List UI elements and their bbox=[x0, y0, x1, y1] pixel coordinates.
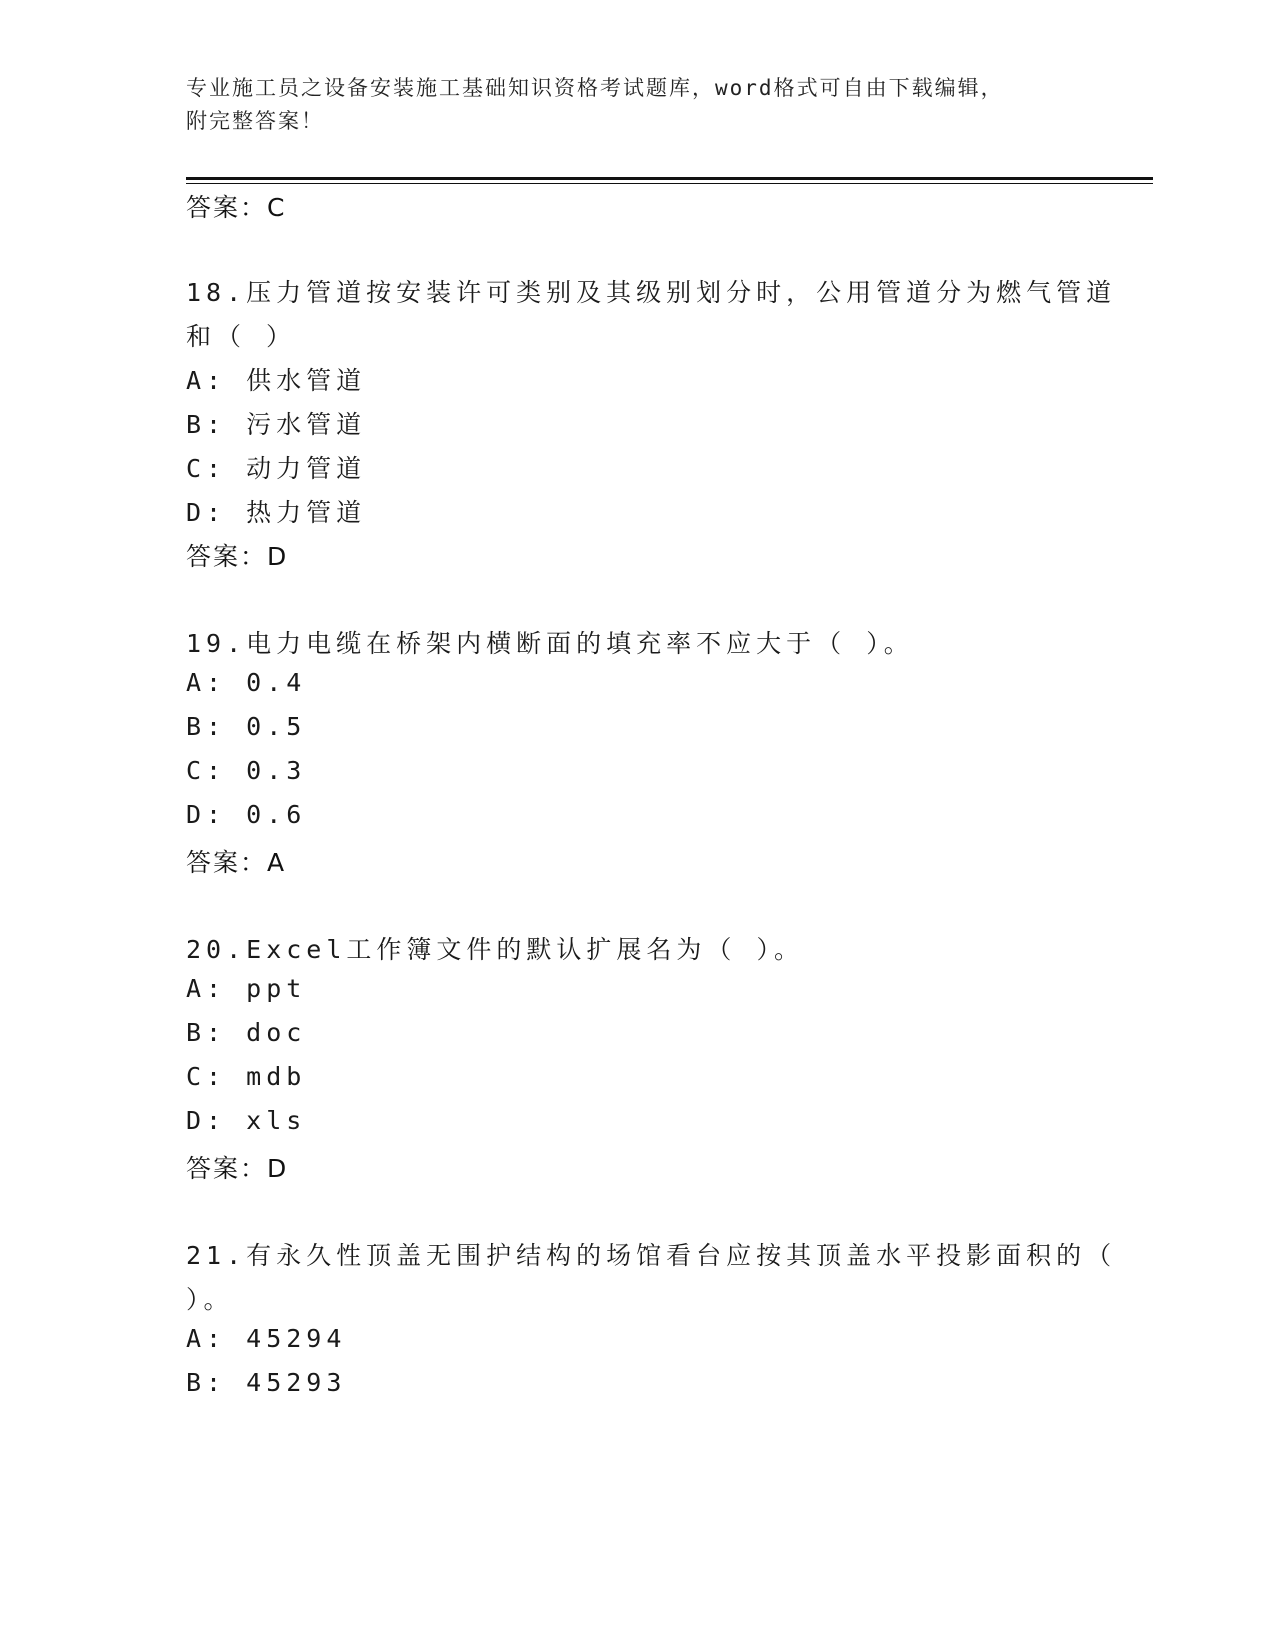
question-20-stem: 20.Excel工作簿文件的默认扩展名为（ ）。 bbox=[186, 935, 804, 964]
question-20-answer: 答案：D bbox=[186, 1154, 289, 1183]
previous-answer: 答案：C bbox=[186, 193, 287, 222]
question-18-stem: 18.压力管道按安装许可类别及其级别划分时，公用管道分为燃气管道 bbox=[186, 278, 1117, 307]
question-19-option-c: C: 0.3 bbox=[186, 756, 307, 785]
question-19-option-a: A: 0.4 bbox=[186, 668, 307, 697]
question-21-stem-cont: ）。 bbox=[186, 1285, 234, 1314]
question-19-stem: 19.电力电缆在桥架内横断面的填充率不应大于（ ）。 bbox=[186, 629, 914, 658]
question-20-option-d: D: xls bbox=[186, 1106, 307, 1135]
document-header bbox=[186, 72, 1066, 138]
question-18-stem-cont: 和（ ） bbox=[186, 322, 297, 351]
question-18-option-b: B: 污水管道 bbox=[186, 410, 367, 439]
question-18-answer: 答案：D bbox=[186, 542, 289, 571]
question-18-option-d: D: 热力管道 bbox=[186, 498, 367, 527]
header-title-line: 专业施工员之设备安装施工基础知识资格考试题库，word格式可自由下载编辑， bbox=[186, 76, 1004, 100]
question-20-option-a: A: ppt bbox=[186, 974, 307, 1003]
question-18-option-c: C: 动力管道 bbox=[186, 454, 367, 483]
question-19-option-b: B: 0.5 bbox=[186, 712, 307, 741]
question-19-option-d: D: 0.6 bbox=[186, 800, 307, 829]
question-21-stem: 21.有永久性顶盖无围护结构的场馆看台应按其顶盖水平投影面积的（ bbox=[186, 1241, 1117, 1270]
header-divider-thin bbox=[186, 183, 1153, 184]
header-subtitle-line: 附完整答案！ bbox=[186, 109, 324, 133]
question-21-option-b: B: 45293 bbox=[186, 1368, 347, 1397]
question-20-option-c: C: mdb bbox=[186, 1062, 307, 1091]
question-21-option-a: A: 45294 bbox=[186, 1324, 347, 1353]
question-19-answer: 答案：A bbox=[186, 848, 287, 877]
question-20-option-b: B: doc bbox=[186, 1018, 307, 1047]
question-18-option-a: A: 供水管道 bbox=[186, 366, 367, 395]
header-divider-thick bbox=[186, 177, 1153, 180]
